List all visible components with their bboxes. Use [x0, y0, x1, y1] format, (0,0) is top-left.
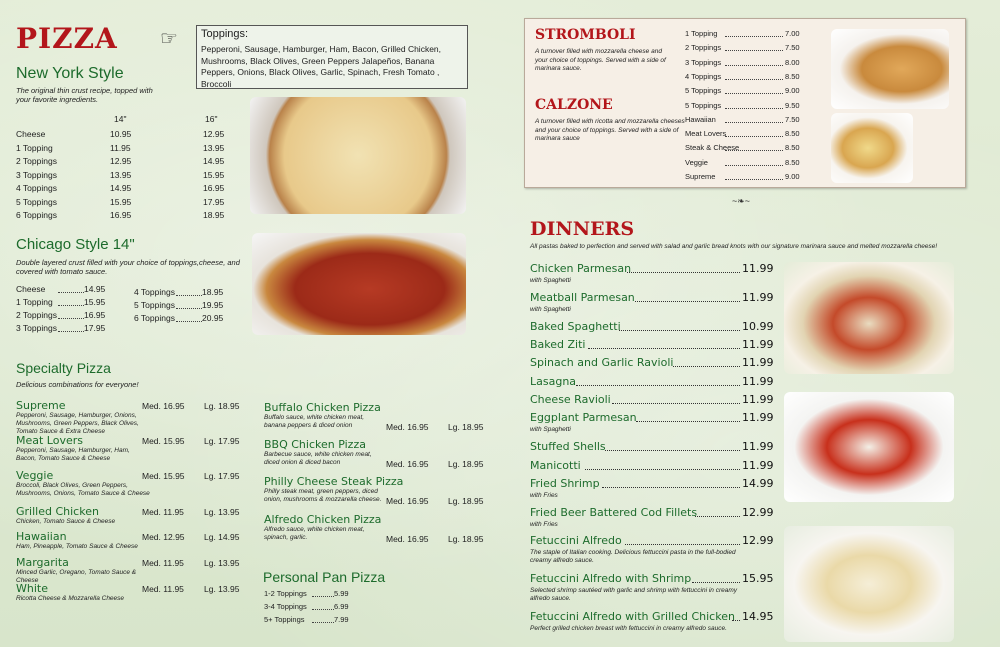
specialty-pizza-desc: Barbecue sauce, white chicken meat, diced onion & diced bacon: [264, 451, 372, 466]
sc-option-name: Steak & Cheese: [685, 143, 740, 153]
specialty-pizza-name: Supreme: [16, 399, 66, 412]
specialty-pizza-name: Veggie: [16, 469, 54, 482]
dot-leader: [58, 311, 84, 319]
specialty-lg-price: Lg. 13.95: [204, 507, 240, 517]
dot-leader: [585, 469, 740, 470]
dot-leader: [635, 301, 740, 302]
dot-leader: [725, 87, 783, 94]
specialty-med-price: Med. 11.95: [142, 507, 184, 517]
chicago-price: 17.95: [84, 323, 106, 333]
specialty-med-price: Med. 12.95: [142, 532, 185, 542]
specialty-pizza-desc: Philly steak meat, green peppers, diced onion, mushrooms & mozzarella cheese.: [264, 488, 382, 503]
pan-price: 7.99: [334, 615, 349, 624]
dot-leader: [312, 590, 334, 597]
chicken-parmesan-photo: [784, 262, 954, 374]
specialty-lg-price: Lg. 17.95: [204, 471, 240, 481]
sc-option-name: 1 Topping: [685, 29, 718, 38]
dot-leader: [612, 403, 740, 404]
specialty-lg-price: Lg. 18.95: [448, 422, 484, 432]
dot-leader: [636, 421, 740, 422]
ny-size-name: 2 Toppings: [16, 156, 57, 166]
sc-option-name: 3 Toppings: [685, 57, 722, 67]
ravioli-photo: [784, 392, 954, 502]
specialty-med-price: Med. 15.95: [142, 471, 185, 481]
sc-option-price: 8.50: [785, 143, 800, 153]
dinner-name: Cheese Ravioli: [530, 393, 611, 406]
chicago-price: 18.95: [202, 287, 224, 297]
toppings-box: [196, 25, 468, 89]
sc-option-price: 9.00: [785, 86, 800, 96]
dinner-name: Fetuccini Alfredo with Grilled Chicken: [530, 610, 735, 623]
stromboli-calzone-box: [524, 18, 966, 188]
dinner-price: 11.99: [742, 375, 774, 388]
dinner-sub: with Fries: [530, 521, 558, 528]
dinner-sub: Perfect grilled chicken breast with fettuccini in creamy alfredo sauce.: [530, 625, 727, 632]
sc-option-name: 5 Toppings: [685, 100, 722, 110]
dot-leader: [605, 450, 740, 451]
dinner-name: Chicken Parmesan: [530, 262, 632, 275]
stromboli-title: STROMBOLI: [535, 27, 636, 43]
dinner-name: Baked Ziti: [530, 338, 586, 351]
ny-price-14: 13.95: [110, 169, 132, 180]
dot-leader: [58, 298, 84, 306]
dinner-sub: with Spaghetti: [530, 277, 571, 284]
specialty-lg-price: Lg. 13.95: [204, 584, 240, 594]
dinner-price: 11.99: [742, 262, 774, 275]
chicago-size-name: 3 Toppings: [16, 323, 57, 333]
dinner-name: Baked Spaghetti: [530, 320, 621, 333]
dot-leader: [695, 516, 740, 517]
dinner-price: 11.99: [742, 291, 774, 304]
ny-price-16: 14.95: [203, 156, 225, 166]
dot-leader: [602, 487, 740, 488]
dot-leader: [619, 330, 740, 331]
sc-option-price: 7.50: [785, 114, 800, 124]
dot-leader: [312, 616, 334, 623]
dinner-sub: with Spaghetti: [530, 306, 571, 313]
specialty-pizza-desc: Buffalo sauce, white chicken meat, banana peppers & diced onion: [264, 414, 365, 429]
dinners-desc: All pastas baked to perfection and served with salad and garlic bread knots with our signature marinara sauce and melted mozzarella cheese!: [530, 243, 938, 250]
pan-price: 5.99: [334, 589, 349, 598]
dinner-name: Stuffed Shells: [530, 440, 606, 453]
dot-leader: [725, 144, 783, 151]
dot-leader: [725, 44, 783, 51]
dot-leader: [627, 272, 740, 273]
dot-leader: [692, 582, 740, 583]
pan-size-name: 5+ Toppings: [264, 615, 305, 624]
ny-size-name: 1 Topping: [16, 142, 53, 153]
dinner-name: Lasagna: [530, 375, 577, 388]
specialty-lg-price: Lg. 18.95: [448, 459, 484, 469]
sc-option-price: 9.00: [785, 172, 800, 181]
ny-price-16: 18.95: [203, 210, 225, 220]
dot-leader: [176, 301, 202, 309]
sc-option-name: Veggie: [685, 157, 708, 167]
dinner-price: 11.99: [742, 338, 774, 351]
dot-leader: [673, 366, 740, 367]
sc-option-price: 8.50: [785, 157, 800, 167]
chicago-price: 15.95: [84, 297, 106, 307]
sc-option-name: 5 Toppings: [685, 86, 722, 96]
ny-col-14: 14": [114, 114, 127, 124]
stromboli-desc: A turnover filled with mozzarella cheese and your choice of toppings. Served with a side of marinara sauce.: [535, 48, 666, 72]
specialty-pizza-name: Alfredo Chicken Pizza: [264, 513, 382, 526]
specialty-pizza-desc: Minced Garlic, Oregano, Tomato Sauce & Cheese: [16, 569, 137, 584]
dot-leader: [58, 285, 84, 293]
chicago-size-name: 4 Toppings: [134, 287, 175, 297]
ny-price-14: 16.95: [110, 210, 132, 220]
toppings-list: Pepperoni, Sausage, Hamburger, Ham, Bacon, Grilled Chicken, Mushrooms, Black Olives, Green Peppers Jalapeños, Banana Peppers, Onions, Black Olives, Garlic, Spinach, Fresh Tomato , Broccoli: [201, 44, 442, 89]
sc-option-price: 9.50: [785, 100, 800, 110]
specialty-pizza-name: Meat Lovers: [16, 434, 84, 447]
dinner-name: Eggplant Parmesan: [530, 411, 637, 424]
ny-price-16: 12.95: [203, 129, 225, 139]
ny-pizza-photo: [250, 97, 466, 214]
chicago-size-name: 2 Toppings: [16, 310, 57, 320]
dot-leader: [725, 116, 783, 123]
chicago-price: 19.95: [202, 300, 224, 310]
specialty-lg-price: Lg. 18.95: [204, 401, 240, 411]
sc-option-price: 8.00: [785, 57, 800, 67]
pointing-hand-icon: ☞: [160, 28, 178, 50]
calzone-desc: A turnover filled with ricotta and mozzarella cheeses and your choice of toppings. Served with a side of marinara sauce: [535, 118, 685, 142]
specialty-lg-price: Lg. 18.95: [448, 496, 484, 506]
ny-price-14: 11.95: [110, 142, 131, 153]
ny-price-14: 14.95: [110, 183, 132, 193]
specialty-pizza-name: Grilled Chicken: [16, 505, 99, 518]
personal-pan-title: Personal Pan Pizza: [263, 569, 386, 585]
toppings-title: Toppings:: [201, 28, 249, 40]
chicago-price: 20.95: [202, 313, 224, 323]
chicago-size-name: 5 Toppings: [134, 300, 175, 310]
dinner-name: Spinach and Garlic Ravioli: [530, 356, 674, 369]
dot-leader: [176, 314, 202, 322]
pizza-title: PIZZA: [16, 22, 118, 55]
sc-option-name: Hawaiian: [685, 114, 716, 124]
dinner-price: 11.99: [742, 356, 774, 369]
ny-style-desc: The original thin crust recipe, topped with your favorite ingredients.: [16, 86, 153, 104]
specialty-med-price: Med. 15.95: [142, 436, 185, 446]
pan-size-name: 3-4 Toppings: [264, 602, 307, 611]
dinner-sub: Selected shrimp sautéed with garlic and shrimp with fettuccini in creamy alfredo sauce.: [530, 587, 738, 602]
pan-size-name: 1-2 Toppings: [264, 589, 307, 598]
dinner-name: Fetuccini Alfredo: [530, 534, 622, 547]
dot-leader: [725, 173, 783, 180]
chicago-size-name: 1 Topping: [16, 297, 53, 307]
specialty-pizza-name: White: [16, 582, 48, 595]
specialty-pizza-desc: Pepperoni, Sausage, Hamburger, Onions, Mushrooms, Green Peppers, Black Olives, Tomato Sauce & Extra Cheese: [16, 412, 139, 435]
sc-option-price: 7.50: [785, 43, 800, 53]
specialty-pizza-desc: Broccoli, Black Olives, Green Peppers, Mushrooms, Onions, Tomato Sauce & Cheese: [16, 482, 150, 497]
ny-price-14: 15.95: [110, 196, 132, 207]
ny-size-name: 4 Toppings: [16, 183, 57, 193]
dinner-price: 10.99: [742, 320, 774, 333]
sc-option-price: 8.50: [785, 129, 800, 139]
specialty-pizza-name: BBQ Chicken Pizza: [264, 438, 366, 451]
specialty-pizza-desc: Pepperoni, Sausage, Hamburger, Ham, Bacon, Tomato Sauce & Cheese: [16, 447, 130, 462]
chicago-price: 16.95: [84, 310, 106, 320]
sc-option-name: 4 Toppings: [685, 71, 722, 81]
ny-price-14: 12.95: [110, 156, 132, 166]
dinner-price: 11.99: [742, 411, 774, 424]
specialty-pizza-name: Hawaiian: [16, 530, 67, 543]
dinner-name: Fried Shrimp: [530, 477, 600, 490]
dot-leader: [725, 102, 783, 109]
ny-price-14: 10.95: [110, 129, 132, 139]
specialty-pizza-desc: Alfredo sauce, white chicken meat, spinach, garlic.: [264, 526, 365, 541]
sc-option-name: Meat Lovers: [685, 129, 727, 139]
specialty-med-price: Med. 16.95: [386, 496, 429, 506]
chicago-size-name: Cheese: [16, 284, 46, 294]
specialty-med-price: Med. 16.95: [386, 459, 429, 469]
dinner-price: 12.99: [742, 534, 774, 547]
chicago-pizza-photo: [252, 233, 466, 335]
dot-leader: [725, 73, 783, 80]
ny-col-16: 16": [205, 114, 218, 124]
dot-leader: [58, 324, 84, 332]
sc-option-price: 8.50: [785, 71, 800, 81]
specialty-med-price: Med. 16.95: [386, 534, 429, 544]
dinner-name: Meatball Parmesan: [530, 291, 635, 304]
specialty-pizza-name: Margarita: [16, 556, 69, 569]
specialty-pizza-name: Buffalo Chicken Pizza: [264, 401, 381, 414]
specialty-desc: Delicious combinations for everyone!: [16, 380, 139, 389]
dinner-price: 11.99: [742, 440, 774, 453]
specialty-pizza-name: Philly Cheese Steak Pizza: [264, 475, 404, 488]
chicago-size-name: 6 Toppings: [134, 313, 175, 323]
specialty-med-price: Med. 11.95: [142, 558, 184, 568]
specialty-lg-price: Lg. 18.95: [448, 534, 484, 544]
dot-leader: [176, 288, 202, 296]
dot-leader: [312, 603, 334, 610]
ny-size-name: Cheese: [16, 129, 46, 139]
specialty-med-price: Med. 11.95: [142, 584, 184, 594]
ny-style-title: New York Style: [16, 65, 124, 82]
specialty-pizza-desc: Ricotta Cheese & Mozzarella Cheese: [16, 595, 125, 602]
specialty-title: Specialty Pizza: [16, 360, 111, 376]
specialty-med-price: Med. 16.95: [386, 422, 429, 432]
dinners-title: DINNERS: [530, 218, 635, 240]
dinner-price: 11.99: [742, 393, 774, 406]
sc-option-price: 7.00: [785, 29, 800, 38]
dinner-sub: with Spaghetti: [530, 426, 571, 433]
stromboli-photo: [831, 29, 949, 109]
calzone-photo: [831, 113, 913, 183]
dot-leader: [625, 544, 740, 545]
dinner-price: 14.99: [742, 477, 774, 490]
specialty-lg-price: Lg. 17.95: [204, 436, 240, 446]
dinner-price: 12.99: [742, 506, 774, 519]
dinner-sub: with Fries: [530, 492, 558, 499]
dot-leader: [725, 30, 783, 37]
ny-size-name: 6 Toppings: [16, 210, 57, 220]
sc-option-name: 2 Toppings: [685, 43, 722, 53]
specialty-med-price: Med. 16.95: [142, 401, 185, 411]
ny-price-16: 17.95: [203, 196, 225, 207]
dot-leader: [576, 385, 740, 386]
dinner-sub: The staple of Italian cooking. Delicious fettuccini pasta in the full-bodied creamy alfredo sauce.: [530, 549, 736, 564]
ny-size-name: 5 Toppings: [16, 196, 57, 207]
pan-price: 6.99: [334, 602, 349, 611]
dinner-price: 14.95: [742, 610, 774, 623]
dot-leader: [732, 620, 740, 621]
specialty-lg-price: Lg. 13.95: [204, 558, 240, 568]
dot-leader: [725, 130, 783, 137]
dot-leader: [588, 348, 740, 349]
divider-ornament: ~❧~: [732, 196, 751, 206]
specialty-pizza-desc: Ham, Pineapple, Tomato Sauce & Cheese: [16, 543, 138, 550]
ny-price-16: 13.95: [203, 142, 225, 153]
chicago-price: 14.95: [84, 284, 106, 294]
dot-leader: [725, 159, 783, 166]
ny-price-16: 16.95: [203, 183, 225, 193]
dinner-name: Manicotti: [530, 459, 581, 472]
chicago-style-desc: Double layered crust filled with your choice of toppings,cheese, and covered with tomato sauce.: [16, 258, 240, 276]
specialty-pizza-desc: Chicken, Tomato Sauce & Cheese: [16, 518, 116, 525]
dinner-price: 11.99: [742, 459, 774, 472]
chicago-style-title: Chicago Style 14": [16, 236, 135, 253]
dinner-name: Fetuccini Alfredo with Shrimp: [530, 572, 692, 585]
specialty-lg-price: Lg. 14.95: [204, 532, 240, 542]
ny-price-16: 15.95: [203, 169, 225, 180]
alfredo-photo: [784, 526, 954, 642]
calzone-title: CALZONE: [535, 97, 613, 113]
dinner-price: 15.95: [742, 572, 774, 585]
sc-option-name: Supreme: [685, 172, 716, 181]
dot-leader: [725, 59, 783, 66]
ny-size-name: 3 Toppings: [16, 169, 57, 180]
dinner-name: Fried Beer Battered Cod Fillets: [530, 506, 698, 519]
